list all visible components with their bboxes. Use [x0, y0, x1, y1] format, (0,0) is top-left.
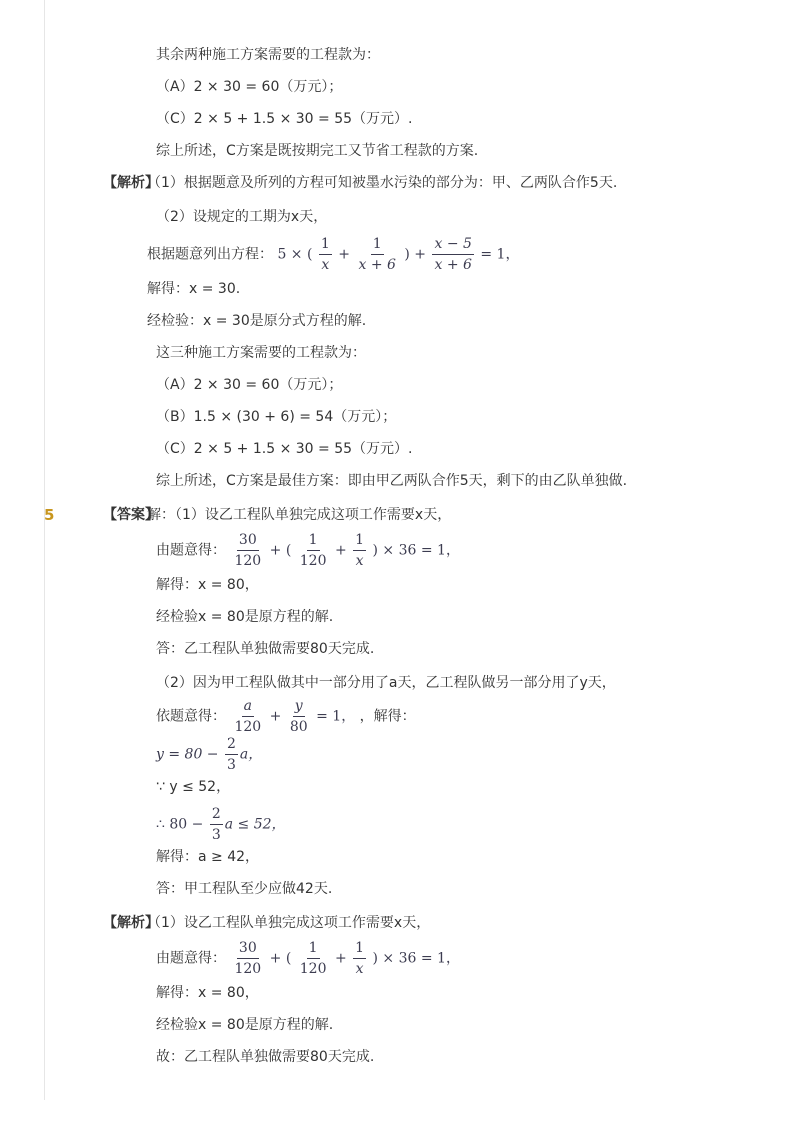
therefore-tail: a ≤ 52， [224, 816, 286, 833]
fraction: $\frac{2}{3}$ [227, 736, 236, 773]
equation-line [156, 696, 416, 737]
open-paren: ( [285, 542, 292, 559]
times-36: ) × 36 = 1， [372, 542, 460, 559]
fraction: $\frac{1}{x + 6}$ [358, 236, 396, 273]
text-line: 答：乙工程队单独做需要80天完成. [156, 641, 375, 657]
text-line: 解得：x = 30. [147, 281, 241, 297]
text-line: （2）因为甲工程队做其中一部分用了a天，乙工程队做另一部分用了y天， [156, 675, 616, 691]
text-line: （2）设规定的工期为x天， [156, 209, 328, 225]
close-plus: ) + [404, 246, 427, 263]
text-line: （C）2 × 5 + 1.5 × 30 = 55（万元）. [156, 441, 413, 457]
text-line: 其余两种施工方案需要的工程款为： [156, 47, 380, 63]
text-line: （C）2 × 5 + 1.5 × 30 = 55（万元）. [156, 111, 413, 127]
equation-line [156, 938, 460, 979]
text-line: ∵ y ≤ 52， [156, 779, 231, 795]
text-line: （A）2 × 30 = 60（万元）； [156, 79, 343, 95]
equals-one: = 1， [480, 246, 520, 263]
text-line: 解得：x = 80， [156, 985, 259, 1001]
plus-sign: + [338, 246, 351, 263]
equation-prefix: 根据题意列出方程： [147, 246, 273, 263]
question-number: 5 [44, 506, 55, 524]
fraction: $\frac{x - 5}{x + 6}$ [434, 236, 472, 273]
equation-prefix: 由题意得： [156, 950, 226, 967]
text-line: 经检验：x = 30是原分式方程的解. [147, 313, 367, 329]
open-paren: ( [285, 950, 292, 967]
text-line: 经检验x = 80是原方程的解. [156, 609, 334, 625]
times-36: ) × 36 = 1， [372, 950, 460, 967]
equation-line [147, 234, 519, 275]
fraction: $\frac{1}{120}$ [299, 532, 327, 569]
plus-sign: + [269, 950, 282, 967]
therefore-expression: ∴ 80 − [156, 816, 204, 833]
eq-lead: 5 × ( [277, 246, 313, 263]
fraction: $\frac{1}{120}$ [299, 940, 327, 977]
y-expression: y = 80 − [156, 746, 219, 763]
fraction: $\frac{1}{x}$ [320, 236, 330, 273]
text-line: 解：（1）设乙工程队单独完成这项工作需要x天， [147, 507, 452, 523]
equals-one: = 1， [316, 708, 356, 725]
plus-sign: + [269, 542, 282, 559]
fraction: $\frac{1}{x}$ [355, 940, 365, 977]
fraction: $\frac{30}{120}$ [234, 940, 262, 977]
text-line: 综上所述，C方案是既按期完工又节省工程款的方案. [156, 143, 479, 159]
text-line: 综上所述，C方案是最佳方案：即由甲乙两队合作5天，剩下的由乙队单独做. [156, 473, 628, 489]
text-line: 解得：a ≥ 42， [156, 849, 260, 865]
equation-line [156, 734, 262, 775]
text-line: 答：甲工程队至少应做42天. [156, 881, 333, 897]
plus-sign: + [269, 708, 282, 725]
fraction: $\frac{a}{120}$ [234, 698, 262, 735]
plus-sign: + [334, 542, 347, 559]
text-line: 解得：x = 80， [156, 577, 259, 593]
equation-line [156, 804, 286, 845]
analysis-tag: 【解析】 [103, 175, 159, 191]
equation-prefix: 由题意得： [156, 542, 226, 559]
fraction: $\frac{1}{x}$ [355, 532, 365, 569]
text-line: （B）1.5 × (30 + 6) = 54（万元）； [156, 409, 397, 425]
text-line: 这三种施工方案需要的工程款为： [156, 345, 366, 361]
equation-suffix: ，解得： [359, 708, 416, 725]
plus-sign: + [334, 950, 347, 967]
equation-line [156, 530, 460, 571]
text-line: 经检验x = 80是原方程的解. [156, 1017, 334, 1033]
y-tail: a， [239, 746, 263, 763]
answer-tag: 【答案】 [103, 507, 159, 523]
text-line: （1）根据题意及所列的方程可知被墨水污染的部分为：甲、乙两队合作5天. [147, 175, 618, 191]
text-line: （A）2 × 30 = 60（万元）； [156, 377, 343, 393]
left-margin-rule [44, 0, 45, 1100]
analysis-tag: 【解析】 [103, 915, 159, 931]
equation-prefix: 依题意得： [156, 708, 226, 725]
text-line: （1）设乙工程队单独完成这项工作需要x天， [147, 915, 431, 931]
fraction: $\frac{30}{120}$ [234, 532, 262, 569]
fraction: $\frac{2}{3}$ [211, 806, 221, 843]
fraction: $\frac{y}{80}$ [289, 698, 308, 735]
text-line: 故：乙工程队单独做需要80天完成. [156, 1049, 375, 1065]
